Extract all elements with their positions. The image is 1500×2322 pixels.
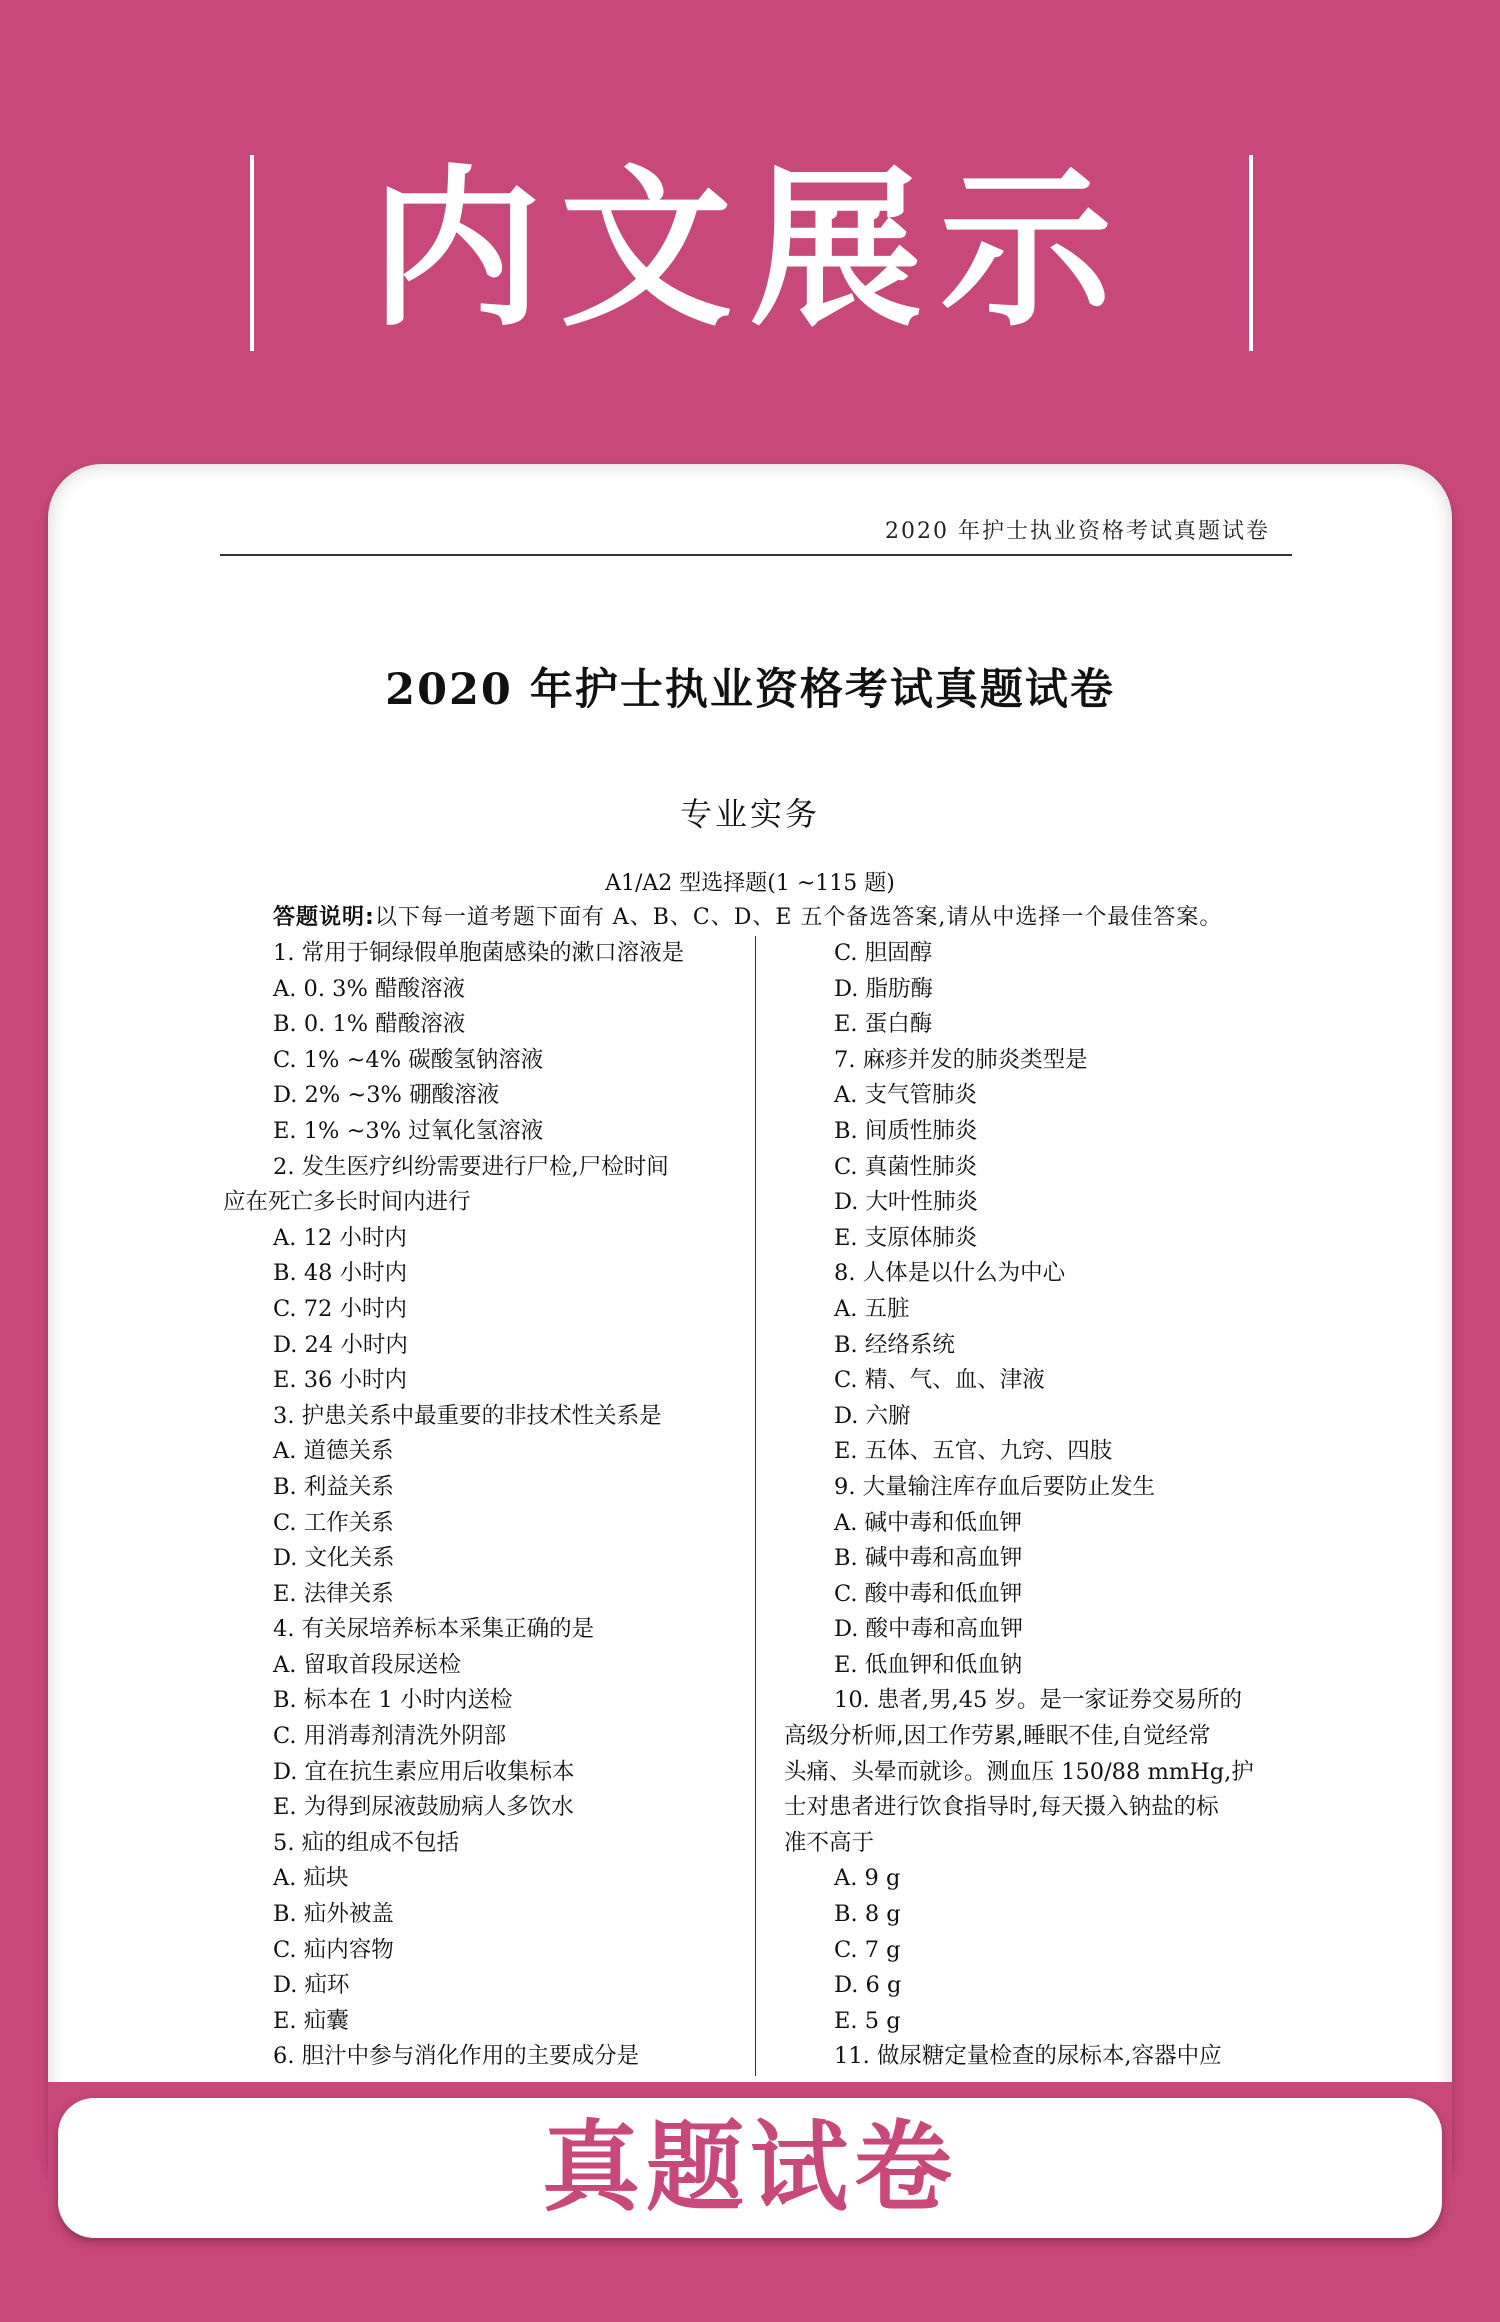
question-line: A. 0. 3% 醋酸溶液 xyxy=(273,975,466,1002)
right-question-column xyxy=(784,936,1339,2075)
question-line: C. 工作关系 xyxy=(273,1509,394,1536)
question-line: E. 支原体肺炎 xyxy=(834,1224,978,1251)
question-line: E. 蛋白酶 xyxy=(834,1011,933,1038)
question-line: B. 经络系统 xyxy=(834,1331,955,1358)
question-line: B. 间质性肺炎 xyxy=(834,1117,978,1144)
question-line: E. 36 小时内 xyxy=(273,1367,408,1394)
question-line: C. 酸中毒和低血钾 xyxy=(834,1580,1023,1607)
question-line: A. 碱中毒和低血钾 xyxy=(834,1509,1023,1536)
question-line: 10. 患者,男,45 岁。是一家证券交易所的 xyxy=(834,1687,1243,1714)
question-line: A. 道德关系 xyxy=(273,1438,394,1465)
question-line: 4. 有关尿培养标本采集正确的是 xyxy=(273,1616,595,1643)
section-title: 专业实务 xyxy=(679,795,820,833)
question-line: 2. 发生医疗纠纷需要进行尸检,尸检时间 xyxy=(273,1153,669,1180)
question-line: D. 宜在抗生素应用后收集标本 xyxy=(273,1758,575,1785)
instructions-text: 以下每一道考题下面有 A、B、C、D、E 五个备选答案,请从中选择一个最佳答案。 xyxy=(374,905,1223,930)
banner-right-rule xyxy=(1249,155,1253,351)
question-line: C. 用消毒剂清洗外阴部 xyxy=(273,1723,507,1750)
answer-instructions xyxy=(273,900,1222,931)
question-line: 5. 疝的组成不包括 xyxy=(273,1829,460,1856)
question-line: D. 六腑 xyxy=(834,1402,911,1429)
header-rule xyxy=(220,554,1292,556)
question-line: B. 碱中毒和高血钾 xyxy=(834,1545,1023,1572)
question-line: B. 48 小时内 xyxy=(273,1260,408,1287)
question-line: 6. 胆汁中参与消化作用的主要成分是 xyxy=(273,2043,640,2070)
question-line: D. 6 g xyxy=(834,1972,902,1999)
question-line: 11. 做尿糖定量检查的尿标本,容器中应 xyxy=(834,2043,1222,2070)
question-line: C. 真菌性肺炎 xyxy=(834,1153,978,1180)
question-line: A. 留取首段尿送检 xyxy=(273,1651,462,1678)
question-line: 应在死亡多长时间内进行 xyxy=(223,1189,471,1216)
question-line: C. 胆固醇 xyxy=(834,940,933,966)
question-line: D. 大叶性肺炎 xyxy=(834,1189,979,1216)
document-page xyxy=(48,464,1452,2204)
question-line: E. 1% ~3% 过氧化氢溶液 xyxy=(273,1117,544,1144)
question-line: D. 24 小时内 xyxy=(273,1331,408,1358)
question-line: E. 5 g xyxy=(834,2007,901,2034)
question-type-heading: A1/A2 型选择题(1 ~115 题) xyxy=(605,871,895,896)
question-line: C. 精、气、血、津液 xyxy=(834,1367,1045,1394)
question-line: 头痛、头晕而就诊。测血压 150/88 mmHg,护 xyxy=(784,1758,1254,1785)
question-line: 7. 麻疹并发的肺炎类型是 xyxy=(834,1046,1088,1073)
left-question-column xyxy=(223,936,778,2075)
question-line: A. 12 小时内 xyxy=(273,1224,407,1251)
question-line: A. 9 g xyxy=(834,1865,901,1892)
question-line: A. 支气管肺炎 xyxy=(834,1082,978,1109)
question-line: D. 疝环 xyxy=(273,1972,350,1999)
question-line: D. 脂肪酶 xyxy=(834,975,934,1002)
footer-panel xyxy=(58,2098,1442,2238)
footer-label: 真题试卷 xyxy=(541,2111,958,2225)
question-line: B. 疝外被盖 xyxy=(273,1901,394,1928)
question-line: A. 疝块 xyxy=(273,1865,349,1892)
question-line: 8. 人体是以什么为中心 xyxy=(834,1260,1066,1287)
question-line: D. 酸中毒和高血钾 xyxy=(834,1616,1024,1643)
question-line: A. 五脏 xyxy=(834,1295,910,1322)
question-line: D. 文化关系 xyxy=(273,1545,395,1572)
question-line: 9. 大量输注库存血后要防止发生 xyxy=(834,1473,1156,1500)
instructions-label: 答题说明: xyxy=(273,905,375,930)
question-line: C. 疝内容物 xyxy=(273,1936,394,1963)
question-line: B. 8 g xyxy=(834,1901,901,1928)
question-line: B. 标本在 1 小时内送检 xyxy=(273,1687,513,1714)
question-line: 3. 护患关系中最重要的非技术性关系是 xyxy=(273,1402,662,1429)
question-line: B. 0. 1% 醋酸溶液 xyxy=(273,1011,466,1038)
question-line: C. 72 小时内 xyxy=(273,1295,408,1322)
question-line: 士对患者进行饮食指导时,每天摄入钠盐的标 xyxy=(784,1794,1219,1821)
question-line: B. 利益关系 xyxy=(273,1473,394,1500)
document-title: 2020 年护士执业资格考试真题试卷 xyxy=(385,665,1115,715)
question-line: E. 疝囊 xyxy=(273,2007,349,2034)
question-line: 1. 常用于铜绿假单胞菌感染的漱口溶液是 xyxy=(273,940,685,966)
question-line: E. 法律关系 xyxy=(273,1580,394,1607)
banner-title: 内文展示 xyxy=(370,149,1130,350)
question-line: E. 低血钾和低血钠 xyxy=(834,1651,1023,1678)
running-head: 2020 年护士执业资格考试真题试卷 xyxy=(885,519,1270,544)
question-line: E. 五体、五官、九窍、四肢 xyxy=(834,1438,1113,1465)
column-divider xyxy=(755,936,756,2076)
question-line: D. 2% ~3% 硼酸溶液 xyxy=(273,1082,500,1109)
question-line: 高级分析师,因工作劳累,睡眠不佳,自觉经常 xyxy=(784,1723,1211,1750)
question-line: C. 7 g xyxy=(834,1936,901,1963)
question-line: 准不高于 xyxy=(784,1829,875,1856)
question-line: C. 1% ~4% 碳酸氢钠溶液 xyxy=(273,1046,544,1073)
question-line: E. 为得到尿液鼓励病人多饮水 xyxy=(273,1794,574,1821)
